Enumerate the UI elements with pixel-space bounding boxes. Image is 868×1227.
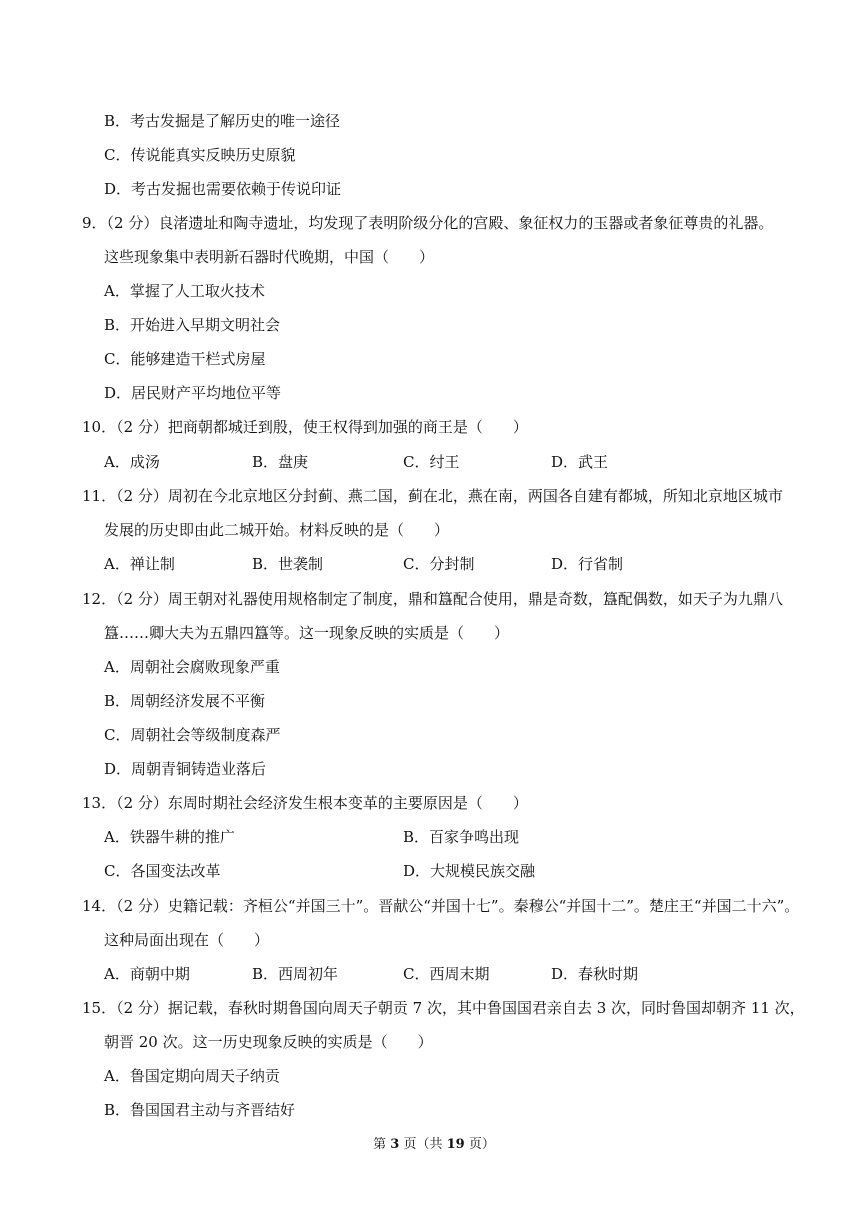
q15-option-a: A．鲁国定期向周天子纳贡 xyxy=(104,1067,280,1085)
q10-option-c: C．纣王 xyxy=(403,453,460,471)
footer-middle: 页（共 xyxy=(399,1137,447,1152)
q8-option-b: B．考古发掘是了解历史的唯一途径 xyxy=(104,112,341,130)
footer-suffix: 页） xyxy=(464,1137,495,1152)
q11-option-b: B．世袭制 xyxy=(252,555,324,573)
q14-option-b: B．西周初年 xyxy=(252,965,339,983)
q15-option-b: B．鲁国国君主动与齐晋结好 xyxy=(104,1101,296,1119)
q11-option-c: C．分封制 xyxy=(403,555,475,573)
q11-option-d: D．行省制 xyxy=(551,555,624,573)
q12-option-b: B．周朝经济发展不平衡 xyxy=(104,692,266,710)
q13-option-d: D．大规模民族交融 xyxy=(403,862,536,880)
q10-option-a: A．成汤 xyxy=(104,453,160,471)
q9-stem-line2: 这些现象集中表明新石器时代晚期，中国（ ） xyxy=(104,248,435,266)
q12-option-c: C．周朝社会等级制度森严 xyxy=(104,726,281,744)
q14-option-c: C．西周末期 xyxy=(403,965,490,983)
total-page-number: 19 xyxy=(446,1137,465,1152)
q9-option-b: B．开始进入早期文明社会 xyxy=(104,316,281,334)
q9-option-d: D．居民财产平均地位平等 xyxy=(104,384,282,402)
q14-stem-line1: 14．（2 分）史籍记载：齐桓公“并国三十”。晋献公“并国十七”。秦穆公“并国十二”。楚庄王“并国二十六”。 xyxy=(82,897,800,915)
current-page-number: 3 xyxy=(390,1137,400,1152)
q9-stem-line1: 9．（2 分）良渚遗址和陶寺遗址，均发现了表明阶级分化的宫殿、象征权力的玉器或者象征尊贵的礼器。 xyxy=(82,214,774,232)
q12-option-a: A．周朝社会腐败现象严重 xyxy=(104,658,280,676)
q12-option-d: D．周朝青铜铸造业落后 xyxy=(104,760,267,778)
q14-option-a: A．商朝中期 xyxy=(104,965,190,983)
q15-stem-line1: 15．（2 分）据记载，春秋时期鲁国向周天子朝贡 7 次，其中鲁国国君亲自去 3 次，同时鲁国却朝齐 11 次， xyxy=(82,999,805,1017)
q12-stem-line2: 簋……卿大夫为五鼎四簋等。这一现象反映的实质是（ ） xyxy=(104,624,510,642)
q11-stem-line1: 11．（2 分）周初在今北京地区分封蓟、燕二国，蓟在北，燕在南，两国各自建有都城，所知北京地区城市 xyxy=(82,487,783,505)
q9-option-a: A．掌握了人工取火技术 xyxy=(104,282,265,300)
page-footer xyxy=(0,1136,868,1154)
q11-stem-line2: 发展的历史即由此二城开始。材料反映的是（ ） xyxy=(104,521,450,539)
q8-option-d: D．考古发掘也需要依赖于传说印证 xyxy=(104,180,342,198)
q14-option-d: D．春秋时期 xyxy=(551,965,639,983)
q10-stem-line1: 10．（2 分）把商朝都城迁到殷，使王权得到加强的商王是（ ） xyxy=(82,418,528,436)
q14-stem-line2: 这种局面出现在（ ） xyxy=(104,931,270,949)
q11-option-a: A．禅让制 xyxy=(104,555,175,573)
q10-option-b: B．盘庚 xyxy=(252,453,309,471)
q12-stem-line1: 12．（2 分）周王朝对礼器使用规格制定了制度，鼎和簋配合使用，鼎是奇数，簋配偶数，如天子为九鼎八 xyxy=(82,590,783,608)
q13-option-c: C．各国变法改革 xyxy=(104,862,221,880)
footer-prefix: 第 xyxy=(373,1137,391,1152)
q13-stem-line1: 13．（2 分）东周时期社会经济发生根本变革的主要原因是（ ） xyxy=(82,794,528,812)
q13-option-a: A．铁器牛耕的推广 xyxy=(104,828,235,846)
q9-option-c: C．能够建造干栏式房屋 xyxy=(104,350,266,368)
q10-option-d: D．武王 xyxy=(551,453,609,471)
q13-option-b: B．百家争鸣出现 xyxy=(403,828,520,846)
q15-stem-line2: 朝晋 20 次。这一历史现象反映的实质是（ ） xyxy=(104,1033,433,1051)
q8-option-c: C．传说能真实反映历史原貌 xyxy=(104,146,296,164)
